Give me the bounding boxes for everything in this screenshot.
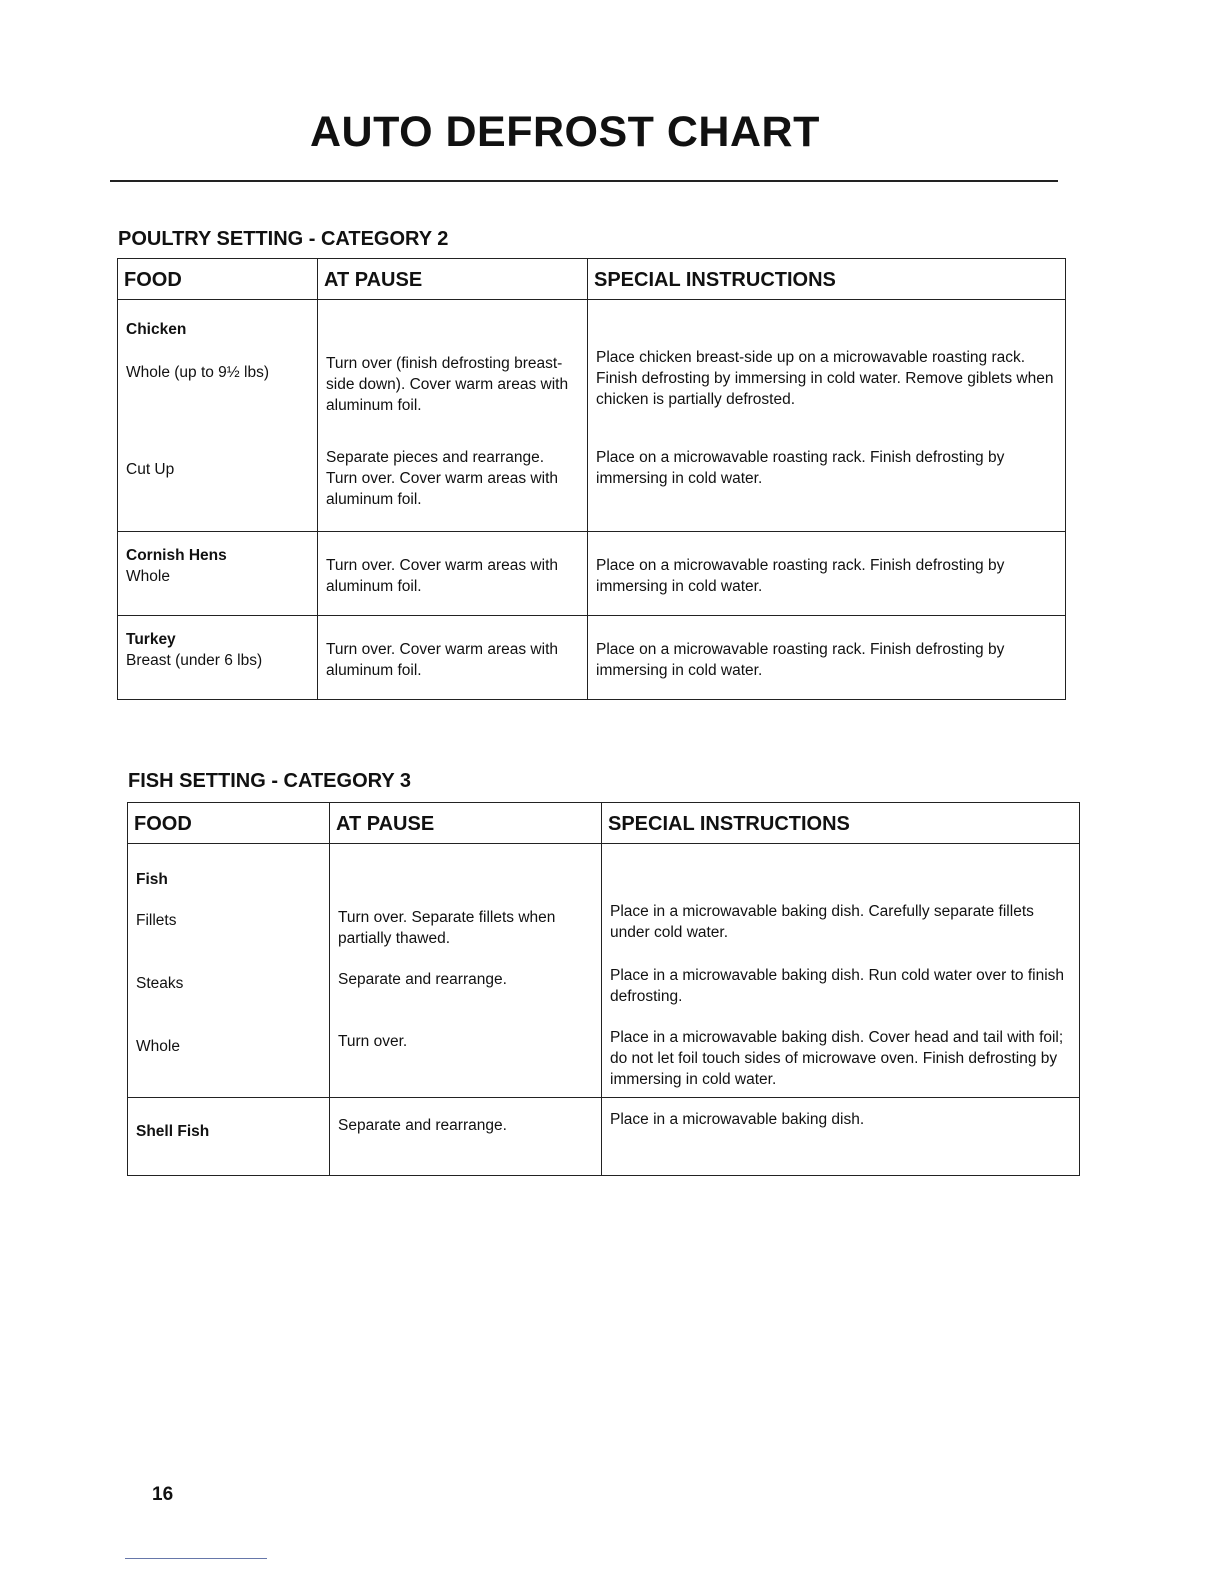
fish-header-row (128, 803, 1080, 844)
food-category-name: Shell Fish (136, 1122, 210, 1140)
at-pause-cell (318, 532, 588, 616)
food-cell (118, 532, 318, 616)
instructions-text: Place in a microwavable baking dish. Run cold water over to finish defrosting. (610, 967, 1065, 1005)
at-pause-text: Separate and rearrange. (338, 971, 507, 988)
page-number: 16 (152, 1484, 174, 1505)
instructions-cell (588, 616, 1066, 700)
instructions-cell (588, 532, 1066, 616)
at-pause-header: AT PAUSE (330, 803, 602, 844)
at-pause-header: AT PAUSE (318, 259, 588, 300)
instructions-cell (602, 1097, 1080, 1175)
poultry-header-row (118, 259, 1066, 300)
at-pause-text: Separate pieces and rearrange. Turn over. Cover warm areas with aluminum foil. (326, 449, 559, 508)
at-pause-text: Turn over. Cover warm areas with aluminum foil. (326, 641, 559, 679)
fish-heading: FISH SETTING - CATEGORY 3 (128, 770, 411, 792)
food-category-name: Cornish Hens (126, 547, 227, 564)
at-pause-cell (330, 1097, 602, 1175)
table-row (118, 616, 1066, 700)
food-category-name: Fish (136, 871, 168, 888)
instructions-text: Place on a microwavable roasting rack. Finish defrosting by immersing in cold water. (596, 449, 1005, 487)
instructions-text: Place on a microwavable roasting rack. Finish defrosting by immersing in cold water. (596, 557, 1005, 595)
instructions-text: Place on a microwavable roasting rack. Finish defrosting by immersing in cold water. (596, 641, 1005, 679)
special-instructions-header: SPECIAL INSTRUCTIONS (588, 259, 1066, 300)
at-pause-cell (318, 300, 588, 532)
food-cell (128, 844, 330, 1098)
food-header: FOOD (128, 803, 330, 844)
page-title: AUTO DEFROST CHART (310, 108, 820, 156)
food-header: FOOD (118, 259, 318, 300)
table-row (128, 1097, 1080, 1175)
title-underline (110, 180, 1058, 182)
food-cut: Whole (136, 1037, 180, 1055)
food-category-name: Turkey (126, 631, 176, 648)
food-cell (118, 300, 318, 532)
at-pause-text: Turn over (finish defrosting breast-side down). Cover warm areas with aluminum foil. (326, 355, 569, 414)
food-cell (118, 616, 318, 700)
poultry-table (117, 258, 1066, 700)
food-cut: Steaks (136, 974, 184, 992)
special-instructions-header: SPECIAL INSTRUCTIONS (602, 803, 1080, 844)
at-pause-text: Turn over. (338, 1033, 408, 1050)
at-pause-cell (330, 844, 602, 1098)
instructions-text: Place in a microwavable baking dish. Carefully separate fillets under cold water. (610, 903, 1034, 941)
fish-table (127, 802, 1080, 1176)
instructions-text: Place in a microwavable baking dish. (610, 1110, 865, 1128)
instructions-text: Place chicken breast-side up on a microwavable roasting rack. Finish defrosting by immersing in cold water. Remove giblets when chicken is partially defrosted. (596, 349, 1054, 408)
poultry-heading: POULTRY SETTING - CATEGORY 2 (118, 228, 449, 250)
table-row (128, 844, 1080, 1098)
at-pause-text: Separate and rearrange. (338, 1116, 507, 1134)
footer-rule (125, 1558, 267, 1559)
food-cut: Breast (under 6 lbs) (126, 651, 263, 669)
table-row (118, 300, 1066, 532)
food-category-name: Chicken (126, 321, 187, 338)
food-cut: Cut Up (126, 460, 175, 478)
instructions-cell (602, 844, 1080, 1098)
instructions-text: Place in a microwavable baking dish. Cover head and tail with foil; do not let foil touch sides of microwave oven. Finish defrosting by immersing in cold water. (610, 1029, 1064, 1088)
instructions-cell (588, 300, 1066, 532)
food-cell (128, 1097, 330, 1175)
at-pause-text: Turn over. Cover warm areas with aluminum foil. (326, 557, 559, 595)
food-cut: Whole (up to 9½ lbs) (126, 363, 270, 381)
food-cut: Fillets (136, 911, 177, 929)
at-pause-text: Turn over. Separate fillets when partially thawed. (338, 909, 556, 947)
food-cut: Whole (126, 567, 170, 585)
table-row (118, 532, 1066, 616)
at-pause-cell (318, 616, 588, 700)
